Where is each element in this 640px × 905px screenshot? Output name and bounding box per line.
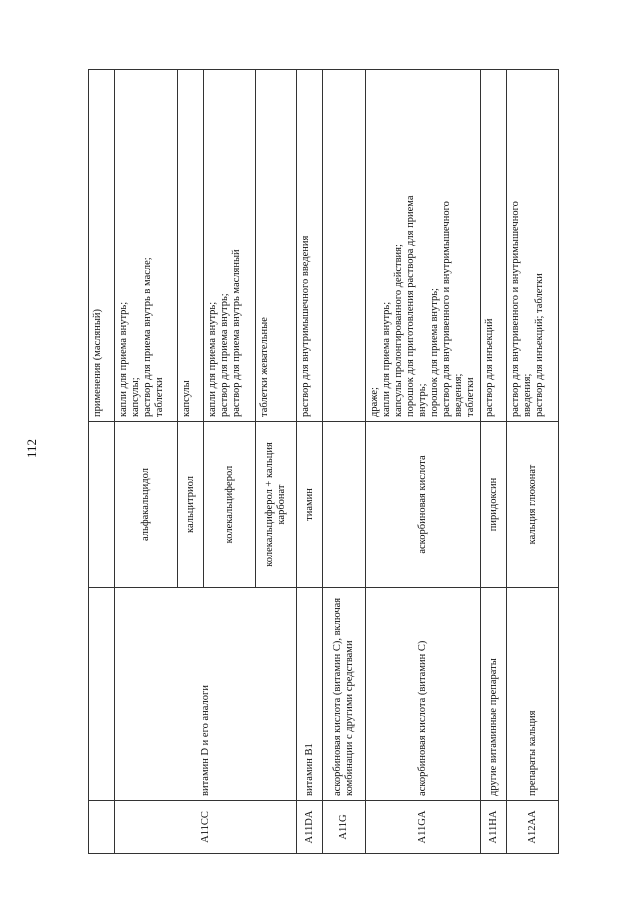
atc-code-cell: A11GA (366, 801, 481, 854)
dosage-form-line: раствор для инъекций; таблетки (534, 273, 545, 417)
drug-name-cell: кальция глюконат (507, 422, 559, 588)
dosage-form-line: капсулы; (130, 377, 141, 417)
group-name-cell (89, 588, 115, 801)
atc-code-cell: A11HA (481, 801, 507, 854)
drug-name-cell: тиамин (297, 422, 323, 588)
atc-code-cell: A11DA (297, 801, 323, 854)
dosage-form-cell (115, 70, 178, 422)
dosage-form-line: раствор для приема внутрь в масле; (142, 257, 153, 417)
page-number: 112 (24, 438, 39, 458)
dosage-form-line: капли для приема внутрь; (381, 301, 392, 417)
dosage-form-cell (256, 70, 297, 422)
drug-name-cell (323, 422, 366, 588)
dosage-form-cell (481, 70, 507, 422)
dosage-form-cell (507, 70, 559, 422)
dosage-form-line: раствор для внутривенного и внутримышечного (441, 201, 452, 417)
atc-code-cell: A11G (323, 801, 366, 854)
dosage-form-cell (297, 70, 323, 422)
group-name-cell: аскорбиновая кислота (витамин С) (366, 588, 481, 801)
dosage-form-cell (323, 70, 366, 422)
table-row (115, 70, 178, 854)
dosage-form-cell (178, 70, 204, 422)
dosage-form-cell (366, 70, 481, 422)
drug-name-cell: альфакальцидол (115, 422, 178, 588)
dosage-form-line: раствор для внутримышечного введения (300, 235, 311, 417)
table-row (481, 70, 507, 854)
dosage-form-line: раствор для приема внутрь; (219, 293, 230, 417)
table-row (507, 70, 559, 854)
dosage-form-line: капсулы (181, 380, 192, 417)
dosage-form-line: раствор для инъекций (484, 318, 495, 417)
dosage-form-line: порошок для приема внутрь; (429, 288, 440, 417)
dosage-form-line: капли для приема внутрь; (207, 301, 218, 417)
dosage-form-cell (204, 70, 256, 422)
table-row (323, 70, 366, 854)
drug-name-cell: пиридоксин (481, 422, 507, 588)
dosage-form-line: капли для приема внутрь; (118, 301, 129, 417)
table-row (89, 70, 115, 854)
drug-name-cell: колекальциферол + кальция карбонат (256, 422, 297, 588)
atc-code-cell: A11CC (115, 801, 297, 854)
drug-table (88, 69, 559, 854)
drug-name-cell: аскорбиновая кислота (366, 422, 481, 588)
group-name-cell: аскорбиновая кислота (витамин С), включая комбинации с другими средствами (323, 588, 366, 801)
group-name-cell: витамин D и его аналоги (115, 588, 297, 801)
table-row (297, 70, 323, 854)
dosage-form-line: введения; (522, 373, 533, 417)
dosage-form-line: таблетки (465, 377, 476, 417)
dosage-form-line: раствор для приема внутрь масляный (231, 249, 242, 417)
dosage-form-line: применения (масляный) (92, 308, 103, 417)
dosage-form-line: драже; (369, 387, 380, 417)
group-name-cell: другие витаминные препараты (481, 588, 507, 801)
dosage-form-line: капсулы пролонгированного действия; (393, 244, 404, 417)
dosage-form-cell (89, 70, 115, 422)
dosage-form-line: внутрь; (417, 383, 428, 417)
dosage-form-line: раствор для внутривенного и внутримышечного (510, 201, 521, 417)
drug-name-cell: кальцитриол (178, 422, 204, 588)
group-name-cell: препараты кальция (507, 588, 559, 801)
dosage-form-line: таблетки жевательные (259, 317, 270, 417)
drug-name-cell: колекальциферол (204, 422, 256, 588)
dosage-form-line: введения; (453, 373, 464, 417)
atc-code-cell (89, 801, 115, 854)
atc-code-cell: A12AA (507, 801, 559, 854)
dosage-form-line: таблетки (154, 377, 165, 417)
dosage-form-line: порошок для приготовления раствора для приема (405, 195, 416, 417)
group-name-cell: витамин B1 (297, 588, 323, 801)
table-row (366, 70, 481, 854)
drug-name-cell (89, 422, 115, 588)
